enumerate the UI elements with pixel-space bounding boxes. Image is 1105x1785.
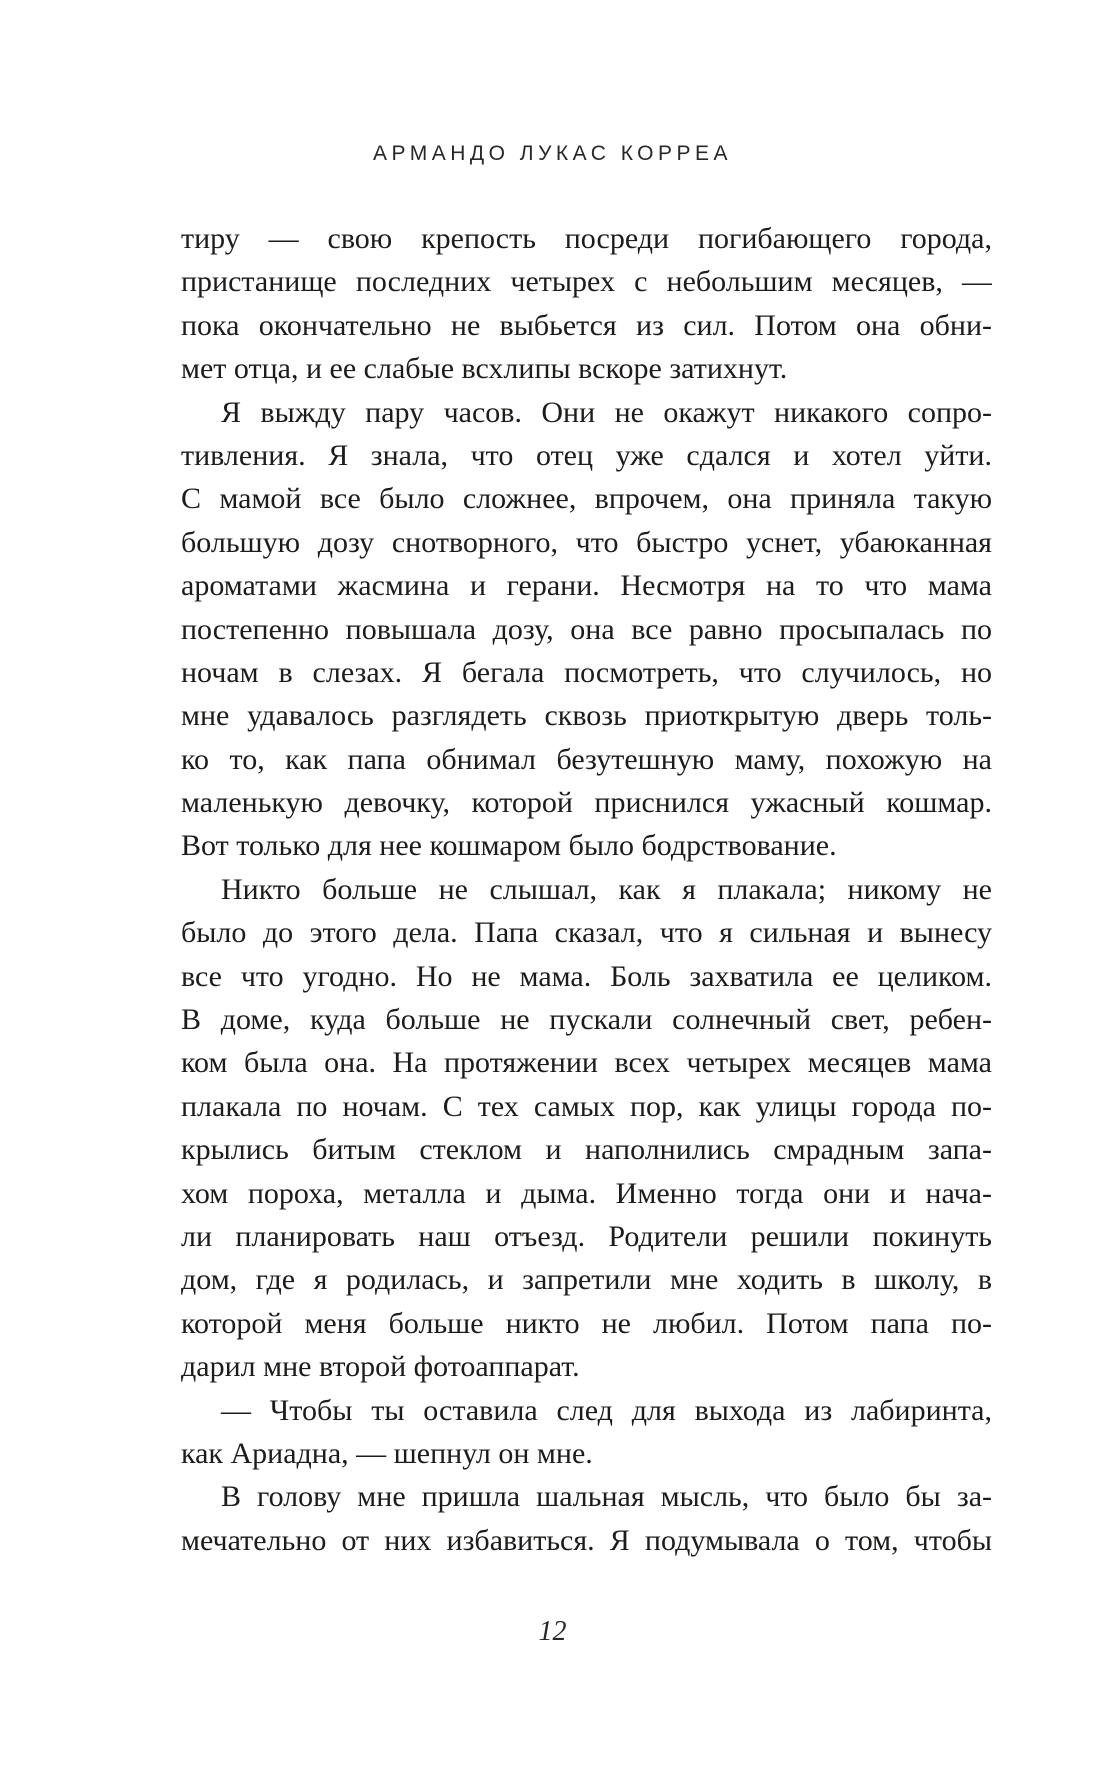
text-line: которой меня больше никто не любил. Потом папа по-: [181, 1306, 992, 1340]
text-line: ко то, как папа обнимал безутешную маму, похожую на: [181, 742, 992, 776]
text-line: дарил мне второй фотоаппарат.: [181, 1350, 580, 1384]
text-line: Никто больше не слышал, как я плакала; никому не: [221, 872, 992, 906]
text-line: хом пороха, металла и дыма. Именно тогда они и нача-: [181, 1176, 992, 1210]
text-line: С мамой все было сложнее, впрочем, она приняла такую: [181, 482, 992, 516]
text-line: тиру — свою крепость посреди погибающего города,: [181, 222, 992, 255]
text-line: Вот только для нее кошмаром было бодрствование.: [181, 829, 837, 863]
text-line: ли планировать наш отъезд. Родители решили покинуть: [181, 1219, 992, 1253]
text-line: ком была она. На протяжении всех четырех месяцев мама: [181, 1046, 992, 1080]
text-line: большую дозу снотворного, что быстро уснет, убаюканная: [181, 525, 992, 559]
text-line: постепенно повышала дозу, она все равно просыпалась по: [181, 612, 992, 646]
text-line: было до этого дела. Папа сказал, что я сильная и вынесу: [181, 916, 992, 950]
text-line: крылись битым стеклом и наполнились смрадным запа-: [181, 1133, 992, 1167]
text-line: тивления. Я знала, что отец уже сдался и хотел уйти.: [181, 438, 992, 472]
running-header-author: АРМАНДО ЛУКАС КОРРЕА: [372, 142, 733, 165]
text-line: пока окончательно не выбьется из сил. Потом она обни-: [181, 308, 992, 342]
text-line: Я выжду пару часов. Они не окажут никакого сопро-: [221, 395, 992, 429]
text-line: мне удавалось разглядеть сквозь приоткрытую дверь толь-: [181, 699, 992, 733]
text-line: все что угодно. Но не мама. Боль захватила ее целиком.: [181, 959, 992, 993]
page-number: 12: [538, 1616, 567, 1647]
text-line: пристанище последних четырех с небольшим месяцев, —: [181, 265, 992, 299]
text-line: В доме, куда больше не пускали солнечный свет, ребен-: [181, 1003, 992, 1037]
text-line: — Чтобы ты оставила след для выхода из лабиринта,: [221, 1393, 992, 1427]
text-line: дом, где я родилась, и запретили мне ходить в школу, в: [181, 1263, 992, 1297]
text-line: маленькую девочку, которой приснился ужасный кошмар.: [181, 786, 992, 820]
text-line: ароматами жасмина и герани. Несмотря на то что мама: [181, 569, 992, 603]
text-line: В голову мне пришла шальная мысль, что было бы за-: [221, 1480, 992, 1514]
body-text: [181, 217, 992, 1562]
text-line: мет отца, и ее слабые всхлипы вскоре затихнут.: [181, 352, 788, 386]
text-line: ночам в слезах. Я бегала посмотреть, что случилось, но: [181, 655, 992, 689]
text-line: как Ариадна, — шепнул он мне.: [181, 1436, 593, 1470]
text-line: мечательно от них избавиться. Я подумывала о том, чтобы: [181, 1523, 992, 1557]
text-line: плакала по ночам. С тех самых пор, как улицы города по-: [181, 1089, 992, 1123]
